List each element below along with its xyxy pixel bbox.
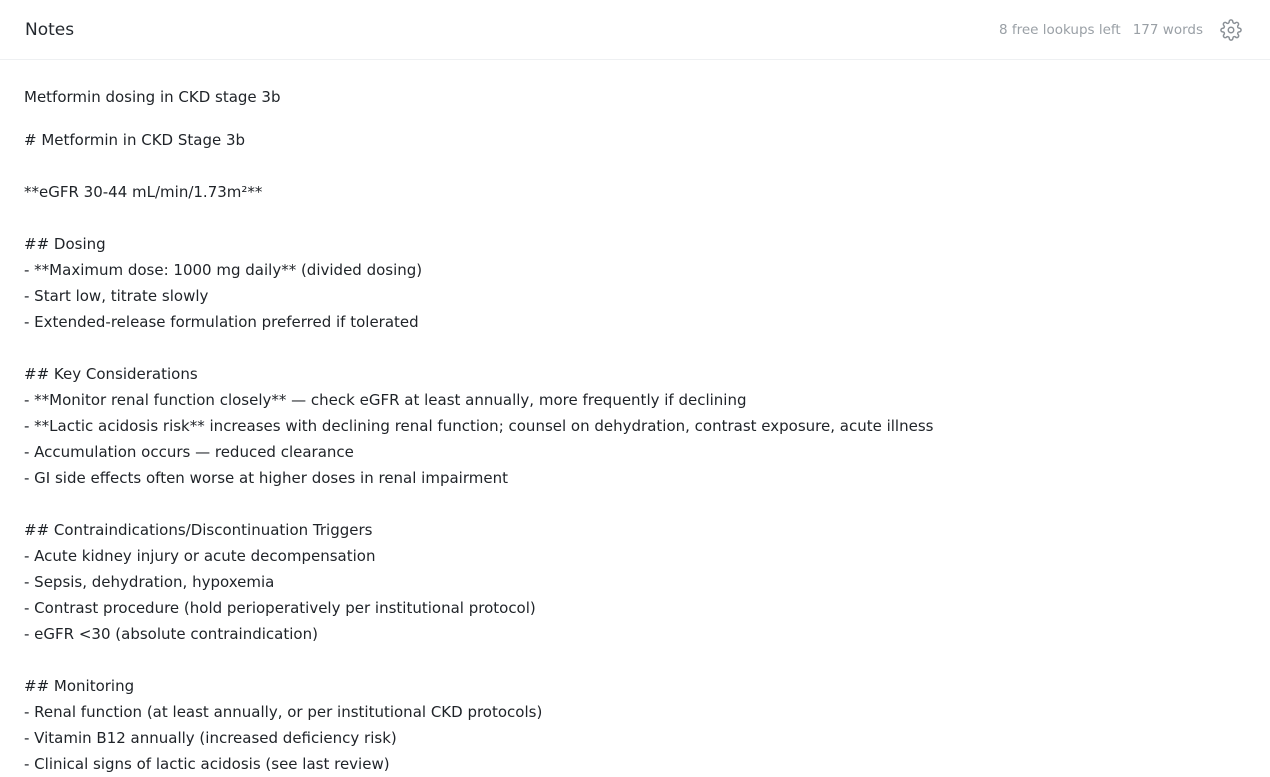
note-body-editor[interactable]: # Metformin in CKD Stage 3b **eGFR 30-44 mL/min/1.73m²** ## Dosing - **Maximum dose: 1000 mg daily** (divided dosing) - Start low, titrate slowly - Extended-release formulation preferred if tolerated ## Key Considerations - **Monitor renal function closely** — check eGFR at least annually, more frequently if declining - **Lactic acidosis risk** increases with declining renal function; counsel on dehydration, contrast exposure, acute illness - Accumulation occurs — reduced clearance - GI side effects often worse at higher doses in renal impairment ## Contraindications/Discontinuation Triggers - Acute kidney injury or acute decompensation - Sepsis, dehydration, hypoxemia - Contrast procedure (hold perioperatively per institutional protocol) - eGFR <30 (absolute contraindication) ## Monitoring - Renal function (at least annually, or per institutional CKD protocols) - Vitamin B12 annually (increased deficiency risk) - Clinical signs of lactic acidosis (see last review) [24,131,934,773]
lookups-remaining: 8 free lookups left [998,22,1121,38]
app-title: Notes [25,20,75,40]
gear-icon [1220,19,1242,41]
app-header [0,0,1270,60]
note-editor [24,85,1246,777]
settings-button[interactable] [1219,18,1243,42]
word-count: 177 words [1132,22,1203,38]
note-title-input[interactable]: Metformin dosing in CKD stage 3b [24,88,281,106]
header-actions [999,18,1243,42]
